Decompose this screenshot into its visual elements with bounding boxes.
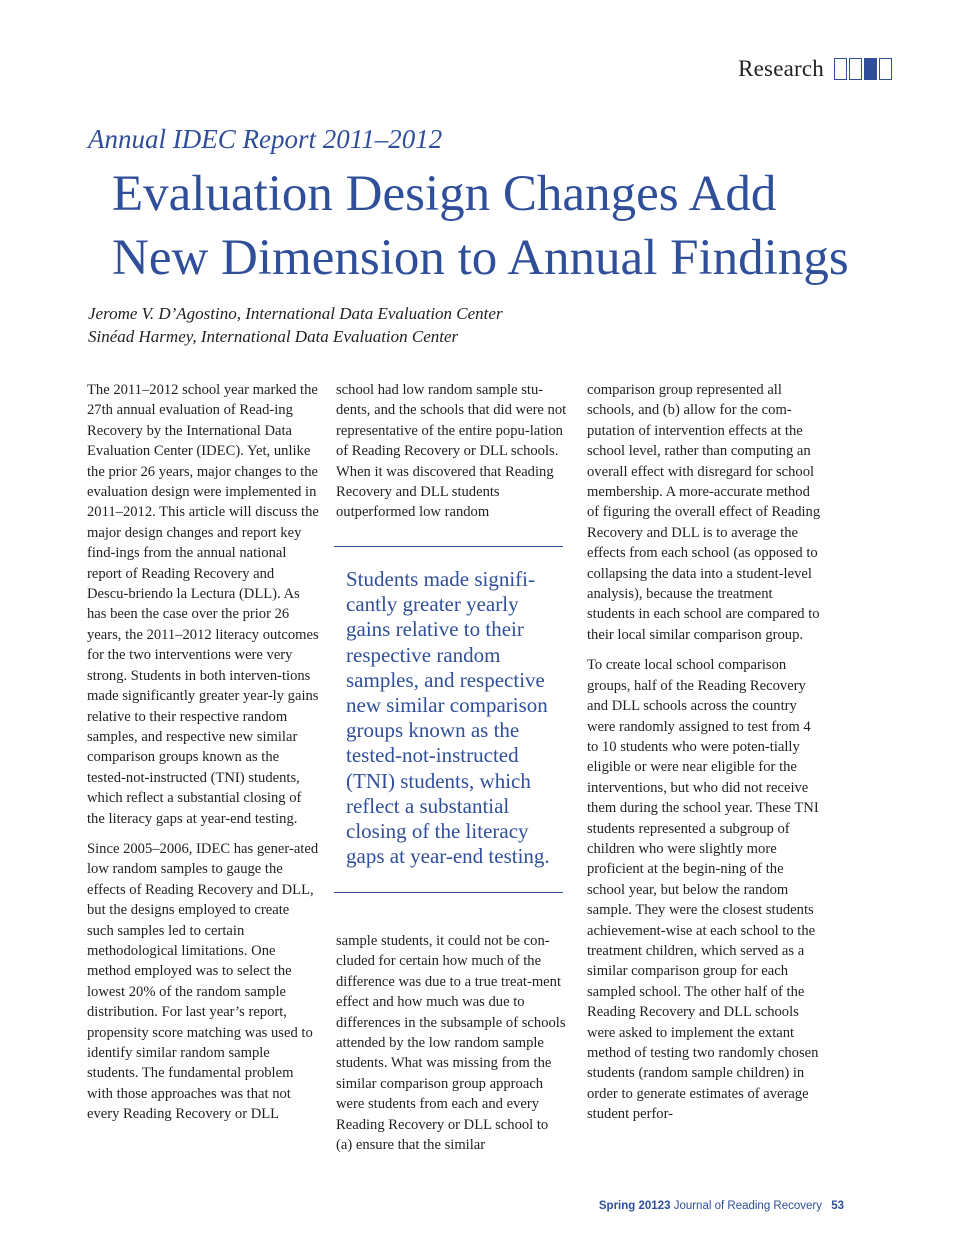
page-number: 53 (831, 1200, 844, 1212)
footer-season: Spring 20123 (598, 1200, 671, 1212)
author-2: Sinéad Harmey, International Data Evaluation Center (88, 327, 459, 346)
column-1 (87, 380, 319, 1135)
paragraph: Since 2005–2006, IDEC has gener-ated low random samples to gauge the effects of Reading Recovery and DLL, but the designs employed to create such samples led to certain methodological limitations. One method employed was to select the lowest 20% of the random sample distribution. For last year’s report, propensity score matching was used to identify similar random sample students. The fundamental problem with those approaches was that not every Reading Recovery or DLL (87, 840, 319, 1123)
paragraph: To create local school comparison groups, half of the Reading Recovery and DLL schools across the country were randomly assigned to test from 4 to 10 students who were poten-tially eligible or were near eligible for the interventions, but who did not receive them during the school year. These TNI students represented a subgroup of children who were slightly more proficient at the begin-ning of the school year, but below the random sample. They were the closest students achievement-wise at each school to the treatment children, which served as a similar comparison group for each sampled school. The other half of the Reading Recovery and DLL schools were asked to implement the extant method of testing two randomly chosen students (random sample children) in order to generate estimates of average student perfor- (587, 657, 819, 1123)
marker-box-1 (834, 58, 847, 80)
paragraph: The 2011–2012 school year marked the 27th annual evaluation of Read-ing Recovery by the International Data Evaluation Center (IDEC). Yet, unlike the prior 26 years, major changes to the evaluation design were implemented in 2011–2012. This article will discuss the major design changes and report key find-ings from the annual national report of Reading Recovery and Descu-briendo la Lectura (DLL). As has been the case over the prior 26 years, the 2011–2012 literacy outcomes for the two interventions were very strong. Students in both interven-tions made significantly greater year-ly gains relative to their respective random samples, and respective new similar comparison groups known as the tested-not-instructed (TNI) students, which reflect a substantial closing of the literacy gaps at year-end testing. (87, 382, 319, 827)
paragraph: school had low random sample stu-dents, and the schools that did were not representative of the entire popu-lation of Reading Recovery or DLL schools. When it was discovered that Reading Recovery and DLL students outperformed low random (336, 382, 567, 521)
column-3 (587, 380, 823, 1135)
pullquote-top-rule (334, 546, 563, 547)
page-footer (599, 1200, 844, 1212)
marker-box-3 (864, 58, 877, 80)
series-title: Annual IDEC Report 2011–2012 (88, 124, 443, 154)
author-list (88, 302, 503, 348)
section-marker-icon (834, 58, 892, 80)
column-2-bottom (336, 931, 568, 1165)
marker-box-2 (849, 58, 862, 80)
section-header (738, 56, 892, 82)
marker-box-4 (879, 58, 892, 80)
pull-quote: Students made signifi-cantly greater yearly gains relative to their respective random samples, and respective new similar comparison groups known as the tested-not-instructed (TNI) students, which reflect a substantial closing of the literacy gaps at year-end testing. (346, 567, 550, 869)
column-2-top (336, 380, 568, 533)
paragraph: comparison group represented all schools, and (b) allow for the com-putation of intervention effects at the school level, rather than computing an overall effect with disregard for school membership. A more-accurate method of figuring the overall effect of Reading Recovery and DLL is to average the effects from each school (as opposed to collapsing the data into a student-level analysis), because the treatment students in each school are compared to their local similar comparison group. (587, 382, 821, 643)
section-label: Research (738, 56, 824, 81)
title-line-2: New Dimension to Annual Findings (112, 230, 849, 286)
pullquote-bottom-rule (334, 892, 563, 893)
article-title (112, 162, 892, 290)
footer-journal: Journal of Reading Recovery (673, 1200, 822, 1212)
author-1: Jerome V. D’Agostino, International Data Evaluation Center (88, 304, 503, 323)
paragraph: sample students, it could not be con-cluded for certain how much of the difference was due to a true treat-ment effect and how much was due to differences in the subsample of schools attended by the low random sample students. What was missing from the similar comparison group approach were students from each and every Reading Recovery or DLL school to (a) ensure that the similar (336, 933, 566, 1154)
title-line-1: Evaluation Design Changes Add (112, 166, 777, 222)
